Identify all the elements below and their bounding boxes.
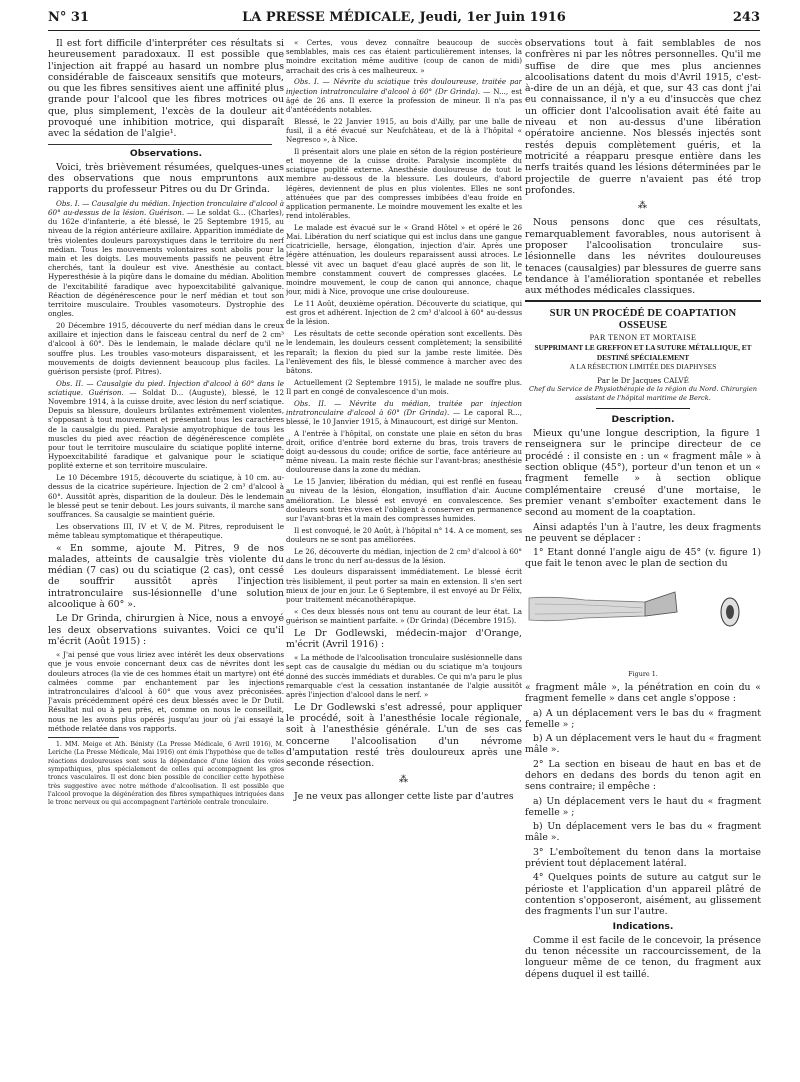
article-title-sub: PAR TENON ET MORTAISE xyxy=(589,333,697,343)
paragraph: 4° Quelques points de suture au catgut sur le périoste et l'application d'un appareil plâtré de contention s'opposeront, aisément, au glissement des fragments l'un sur l'autre. xyxy=(525,872,761,918)
paragraph: 1° Etant donné l'angle aigu de 45° (v. figure 1) que fait le tenon avec le plan de section du xyxy=(525,547,761,570)
observation-title: Obs. I. — Névrite du sciatique très douloureuse, traitée par injection intratronculaire d'alcool à 60° (Dr Grinda). xyxy=(286,77,522,96)
page-header xyxy=(48,8,760,31)
paragraph: Ainsi adaptés l'un à l'autre, les deux fragments ne peuvent se déplacer : xyxy=(525,521,761,544)
figure-caption: Figure 1. xyxy=(628,669,658,678)
section-separator-stars: ⁂ xyxy=(399,774,409,785)
divider xyxy=(596,408,690,409)
article-subtitle-2: A LA RÉSECTION LIMITÉE DES DIAPHYSES xyxy=(569,362,717,372)
article-author: Par le Dr Jacques CALVÉ xyxy=(597,375,689,385)
list-item: b) A un déplacement vers le haut du « fragment mâle ». xyxy=(525,733,761,756)
observation-text: — Soldat D... (Auguste), blessé, le 12 Novembre 1914, à la cuisse droite, avec lésion du nerf sciatique. Depuis sa blessure, douleurs brûlantes extrêmement violentes, s'opposant à tout mouvement et présentant tous les caractères de la causalgie du pied. Paralysie amyotrophique de tous les muscles du pied avec réaction de dégénérescence complète pour tout le territoire musculaire du sciatique poplité interne. Hypoexcitabilité faradique et galvanique pour le sciatique poplité externe et son territoire musculaire. xyxy=(48,387,284,471)
footnote-rule xyxy=(48,737,119,738)
list-item: a) A un déplacement vers le bas du « fragment femelle » ; xyxy=(525,707,761,730)
observation xyxy=(286,77,522,114)
quote: « J'ai pensé que vous liriez avec intérêt les deux observations que je vous envoie concernant deux cas de névrites dont les douleurs atroces (la vie de ces hommes était un martyre) ont été calmées comme par enchantement par les injections intratronculaires d'alcool à 60° que vous avez préconisées. J'avais précédemment opéré ces deux blessés avec le Dr Dutil. Résultat nul ou à peu près, et, comme on nous le conseillait, nous ne les avons plus opérés jusqu'au jour où j'ai essayé la méthode relatée dans vos rapports. xyxy=(48,650,284,733)
list-item: b) Un déplacement vers le bas du « fragment mâle ». xyxy=(525,821,761,844)
paragraph: « fragment mâle », la pénétration en coin du « fragment femelle » dans cet angle s'oppose : xyxy=(525,681,761,705)
observation-text: — N..., est âgé de 26 ans. Il exerce la profession de mineur. Il n'a pas d'antécédents notables. xyxy=(286,86,522,114)
paragraph: Le 26, découverte du médian, injection de 2 cm³ d'alcool à 60° dans le tronc du nerf au-dessus de la lésion. xyxy=(286,546,522,565)
article-subtitle: SUPPRIMANT LE GREFFON ET LA SUTURE MÉTALLIQUE, ET DESTINÉ SPÉCIALEMENT xyxy=(534,343,752,362)
column-right xyxy=(525,38,761,1078)
paragraph: Le Dr Grinda, chirurgien à Nice, nous a envoyé les deux observations suivantes. Voici ce qu'il m'écrit (Août 1915) : xyxy=(48,613,284,647)
paragraph: Voici, très brièvement résumées, quelques-unes des observations que nous empruntons aux rapports du professeur Pitres ou du Dr Grinda. xyxy=(48,161,284,196)
page-number: 243 xyxy=(732,10,760,25)
paragraph: Le 10 Décembre 1915, découverte du sciatique, à 10 cm. au-dessus de la cicatrice supérieure. Injection de 2 cm³ d'alcool à 60°. Aussitôt après, disparition de la douleur. Dès le lendemain le blessé peut se tenir debout. Les jours suivants, il marche sans souffrances. Sa causalgie se maintient guérie. xyxy=(48,473,284,519)
section-separator-stars: ⁂ xyxy=(638,201,648,212)
observation-text: — Le soldat G... (Charles), du 162e d'infanterie, a été blessé, le 25 Septembre 1915, au niveau de la région antérieure axillaire. Apparition immédiate de très violentes douleurs paroxystiques dans le territoire du nerf médian. Tous les mouvements volontaires sont abolis pour la main et les doigts. Les mouvements passifs ne peuvent être cherchés, tant la douleur est vive. Anesthésie au contact. Hyperesthésie à la piqûre dans le domaine du médian. Abolition de l'excitabilité faradique avec hypoexcitabilité galvanique. Réaction de dégénérescence pour le nerf médian et tout son territoire musculaire. Troubles vasomoteurs. Dystrophie des ongles. xyxy=(48,207,284,319)
observation xyxy=(286,399,522,427)
author-affiliation: Chef du Service de Physiothérapie de la région du Nord. Chirurgien assistant de l'hôpital maritime de Berck. xyxy=(528,385,758,402)
journal-title: LA PRESSE MÉDICALE, Jeudi, 1er Juin 1916 xyxy=(242,10,566,25)
article-title-main: SUR UN PROCÉDÉ DE COAPTATION OSSEUSE xyxy=(549,308,737,332)
article-title xyxy=(525,308,761,372)
paragraph: Les douleurs disparaissent immédiatement. Le blessé écrit très lisiblement, il peut porter sa main en extension. Il s'en sert mieux de jour en jour. Le 6 Septembre, il est envoyé au Dr Félix, pour traitement mécanothérapique. xyxy=(286,567,522,605)
paragraph: Il présentait alors une plaie en séton de la région postérieure et moyenne de la cuisse droite. Paralysie incomplète du sciatique poplité externe. Anesthésie douloureuse de tout le membre au-dessous de la blessure. Les douleurs, d'abord légères, deviennent de plus en plus violentes. Elles ne sont atténuées que par des compresses imbibées d'eau froide en application permanente. Le moindre mouvement les exalte et les rend intolérables. xyxy=(286,146,522,221)
list-item: a) Un déplacement vers le haut du « fragment femelle » ; xyxy=(525,795,761,818)
quote: « La méthode de l'alcoolisation tronculaire suslésionnelle dans sept cas de causalgie du médian ou du sciatique m'a toujours donné des succès immédiats et durables. Ce qui m'a paru le plus remarquable c'est la cessation instantanée de l'algie aussitôt après l'injection d'alcool dans le nerf. » xyxy=(286,653,522,700)
paragraph: Le malade est évacué sur le « Grand Hôtel » et opéré le 26 Mai. Libération du nerf sciatique qui est inclus dans une gangue cicatricielle, hersage, élongation, injection d'air. Après une légère atténuation, les douleurs reparaissent aussi atroces. Le blessé vit avec un baquet d'eau glacé auprès de son lit, le membre constamment couvert de compresses glacées. Le moindre mouvement, le coup de canon qui annonce, chaque jour, midi à Nice, provoque une crise douloureuse. xyxy=(286,222,522,297)
column-middle xyxy=(286,38,522,1078)
paragraph: « Ces deux blessés nous ont tenu au courant de leur état. La guérison se maintient parfaite. » (Dr Grinda) (Décembre 1915). xyxy=(286,606,522,625)
observation xyxy=(48,199,284,319)
paragraph: A l'entrée à l'hôpital, on constate une plaie en séton du bras droit, orifice d'entrée bord externe du bras, trois travers de doigt au-dessous du coude; orifice de sortie, face antérieure au même niveau. La main reste fléchie sur l'avant-bras; anesthésie douloureuse dans la zone du médian. xyxy=(286,428,522,475)
figure-1-bone-drawing xyxy=(525,574,761,668)
quote: « Certes, vous devez connaître beaucoup de succès semblables, mais ces cas étaient particulièrement intenses, la moindre excitation même auditive (coup de canon de midi) arrachait des cris à ces malheureux. » xyxy=(286,38,522,75)
paragraph: 2° La section en biseau de haut en bas et de dehors en dedans des bords du tenon agit en sens contraire; il empêche : xyxy=(525,758,761,793)
column-left xyxy=(48,38,284,1078)
paragraph: Comme il est facile de le concevoir, la présence du tenon nécessite un raccourcissement, de la longueur même de ce tenon, du fragment aux dépens duquel il est taillé. xyxy=(525,934,761,980)
section-heading-indications: Indications. xyxy=(612,920,674,932)
paragraph: Le Dr Godlewski, médecin-major d'Orange, m'écrit (Avril 1916) : xyxy=(286,627,522,650)
observation-title: Obs. I. — Causalgie du médian. Injection tronculaire d'alcool à 60° au-dessus de la lésion. Guérison. xyxy=(48,198,284,217)
observation xyxy=(48,379,284,471)
paragraph: observations tout à fait semblables de nos confrères ni par les nôtres personnelles. Qu'il me suffise de dire que mes plus anciennes alcoolisations datent du mois d'Avril 1915, c'est-à-dire de un an déjà, et que, sur 43 cas dont j'ai eu connaissance, il n'y a eu d'insuccès que chez un officier dont l'alcoolisation avait été faite au niveau et non au-dessus d'une libération opératoire ancienne. Nos blessés injectés sont restés depuis complètement guéris, et la motricité a réapparu presque entière dans les nerfs traités quand les lésions déterminées par le projectile de guerre n'avaient pas été trop profondes. xyxy=(525,38,761,196)
section-heading-observations: Observations. xyxy=(129,147,203,159)
paragraph: Je ne veux pas allonger cette liste par d'autres xyxy=(294,790,514,802)
paragraph: Actuellement (2 Septembre 1915), le malade ne souffre plus. Il part en congé de convalescence d'un mois. xyxy=(286,377,522,396)
observation-title: Obs. II. — Névrite du médian, traitée par injection intratronculaire d'alcool à 60° (Dr Grinda). xyxy=(286,398,522,417)
observation-title: Obs. II. — Causalgie du pied. Injection d'alcool à 60° dans le sciatique. Guérison. xyxy=(48,378,284,397)
divider xyxy=(48,144,272,145)
paragraph: Le Dr Godlewski s'est adressé, pour appliquer le procédé, soit à l'anesthésie locale régionale, soit à l'anesthésie générale. L'un de ses cas concerne l'alcoolisation d'un névrome d'amputation resté très douloureux après une seconde résection. xyxy=(286,701,522,770)
issue-number: N° 31 xyxy=(48,10,89,25)
bone-illustration xyxy=(525,574,761,668)
paragraph: Il est fort difficile d'interpréter ces résultats si heureusement paradoxaux. Il est possible que l'injection ait frappé au hasard un nombre plus considérable de faisceaux sensitifs que moteurs, ou que les fibres sensitives aient une affinité plus grande pour l'alcool que les fibres motrices ou que, plus simplement, l'excès de la douleur ait provoqué une inhibition motrice, qui disparaît avec la sédation de l'algie¹. xyxy=(48,38,284,140)
paragraph: Nous pensons donc que ces résultats, remarquablement favorables, nous autorisent à proposer l'alcoolisation tronculaire sus-lésionnelle dans les névrites douloureuses tenaces (causalgies) par blessures de guerre sans tendance à l'amélioration spontanée et rebelles aux méthodes médicales classiques. xyxy=(525,217,761,297)
paragraph: Les observations III, IV et V, de M. Pitres, reproduisent le même tableau symptomatique et thérapeutique. xyxy=(48,521,284,540)
paragraph: 3° L'emboîtement du tenon dans la mortaise prévient tout déplacement latéral. xyxy=(525,846,761,870)
paragraph: Mieux qu'une longue description, la figure 1 renseignera sur le principe directeur de ce procédé : il consiste en : un « fragment mâle » à section oblique (45°), porteur d'un tenon et un « fragment femelle » à section oblique complémentaire creusé d'une mortaise, le premier venant s'emboîter exactement dans le second au moment de la coaptation. xyxy=(525,428,761,519)
paragraph: « En somme, ajoute M. Pitres, 9 de nos malades, atteints de causalgie très violente du médian (7 cas) ou du sciatique (2 cas), ont cessé de souffrir aussitôt après l'injection intratronculaire sus-lésionnelle d'une solution alcoolique à 60° ». xyxy=(48,542,284,611)
paragraph: Le 15 Janvier, libération du médian, qui est renflé en fuseau au niveau de la lésion, élongation, insufflation d'air. Aucune amélioration. Le blessé est envoyé en convalescence. Ses douleurs sont très vives et l'obligent à conserver en permanence sur l'avant-bras et la main des compresses humides. xyxy=(286,477,522,523)
article-divider xyxy=(525,300,761,302)
section-heading-description: Description. xyxy=(611,413,675,425)
paragraph: 20 Décembre 1915, découverte du nerf médian dans le creux axillaire et injection dans le faisceau central du nerf de 2 cm³ d'alcool à 60°. Dès le lendemain, le malade déclare qu'il ne souffre plus. Les troubles vaso-moteurs disparaissent, et les mouvements de doigts deviennent beaucoup plus faciles. La guérison persiste (prof. Pitres). xyxy=(48,320,284,376)
paragraph: Blessé, le 22 Janvier 1915, au bois d'Ailly, par une balle de fusil, il a été évacué sur Neufchâteau, et de là à l'hôpital « Negresco », à Nice. xyxy=(286,116,522,145)
paragraph: Les résultats de cette seconde opération sont excellents. Dès le lendemain, les douleurs cessent complètement; la sensibilité reparaît; la flexion du pied sur la jambe reste limitée. Dès l'enlèvement des fils, le blessé commence à marcher avec des bâtons. xyxy=(286,329,522,375)
footnote: 1. MM. Meige et Ath. Bénisty (La Presse Médicale, 6 Avril 1916), M. Leriche (La Presse Médicale, Mai 1916) ont émis l'hypothèse que de telles réactions douloureuses sont sous la dépendance d'une lésion des voies sympathiques, plus spécialement de celles qui accompagnent les gros troncs vasculaires. Il est donc bien possible de concilier cette hypothèse très suggestive avec notre méthode d'alcoolisation. Il est possible que l'alcool provoque la dégénération des fibres sympathiques intriquées dans le tronc nerveux ou qui accompagnent l'artériole centrale tronculaire. xyxy=(48,741,284,807)
observation-text: — Le caporal R..., blessé, le 10 Janvier 1915, à Minaucourt, est dirigé sur Menton. xyxy=(286,407,522,426)
paragraph: Il est convoqué, le 20 Août, à l'hôpital n° 14. A ce moment, ses douleurs ne se sont pas améliorées. xyxy=(286,525,522,544)
paragraph: Le 11 Août, deuxième opération. Découverte du sciatique, qui est gros et adhérent. Injection de 2 cm³ d'alcool à 60° au-dessus de la lésion. xyxy=(286,298,522,327)
